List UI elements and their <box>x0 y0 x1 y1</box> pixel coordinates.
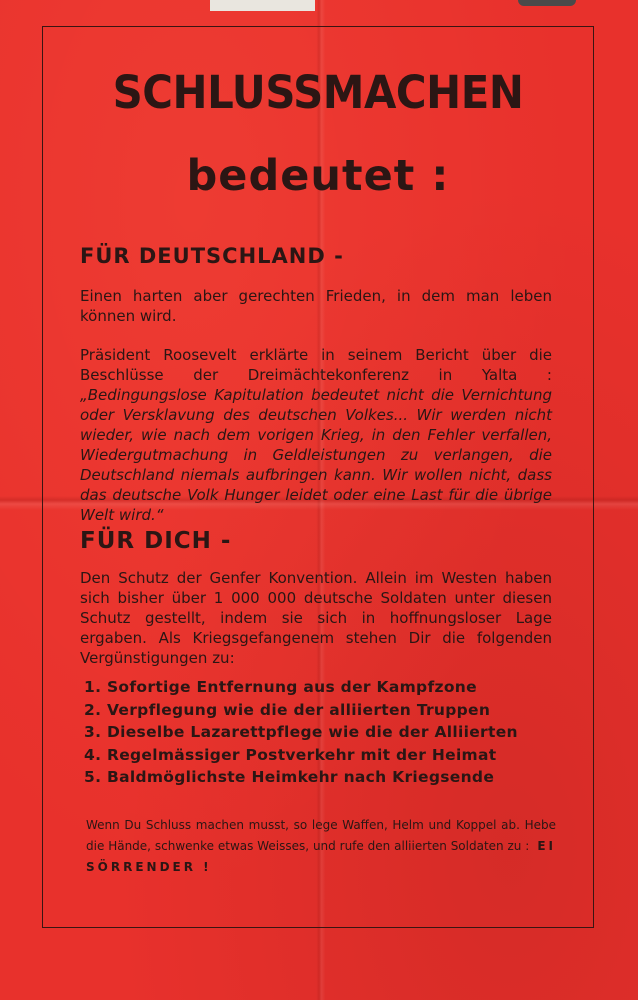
you-text: Den Schutz der Genfer Konvention. Allein im Westen haben sich bisher über 1 000 000 deutsche Soldaten unter diesen Schutz gestellt, indem sie sich in hoffnungsloser Lage ergaben. Als Kriegsgefangenem stehen Dir die folgenden Vergünstigungen zu: <box>80 569 552 667</box>
benefit-item: 2. Verpflegung wie die der alliierten Truppen <box>84 700 491 719</box>
statement-quote: „Bedingungslose Kapitulation bedeutet nicht die Vernichtung oder Versklavung des deutschen Volkes... Wir werden nicht wieder, wie nach dem vorigen Krieg, in den Fehler verfallen, Wiedergutmachung in Geldleistungen zu verlangen, die Deutschland niemals aufbringen kann. Wir wollen nicht, dass das deutsche Volk Hunger leidet oder eine Last für die übrige Welt wird.“ <box>80 386 552 524</box>
torn-edge <box>518 0 576 6</box>
surrender-call: EI SÖRRENDER ! <box>86 839 556 874</box>
closing-instructions <box>86 815 556 878</box>
benefit-item: 4. Regelmässiger Postverkehr mit der Heimat <box>84 745 497 764</box>
statement-lead: Präsident Roosevelt erklärte in seinem Bericht über die Beschlüsse der Dreimächtekonferenz in Yalta : <box>80 346 552 384</box>
benefit-item: 1. Sofortige Entfernung aus der Kampfzone <box>84 678 477 696</box>
benefits-list <box>84 676 554 789</box>
benefit-item: 3. Dieselbe Lazarettpflege wie die der Alliierten <box>84 723 518 741</box>
germany-intro: Einen harten aber gerechten Frieden, in dem man leben können wird. <box>80 287 552 325</box>
leaflet-title: SCHLUSSMACHEN <box>112 66 524 119</box>
heading-germany: FÜR DEUTSCHLAND - <box>80 244 344 268</box>
roosevelt-statement <box>80 345 552 525</box>
benefit-item: 5. Baldmöglichste Heimkehr nach Kriegsende <box>84 768 495 786</box>
closing-text: Wenn Du Schluss machen musst, so lege Waffen, Helm und Koppel ab. Hebe die Hände, schwenke etwas Weisses, und rufe den alliierten Soldaten zu : <box>86 818 556 853</box>
heading-you: FÜR DICH - <box>80 528 232 554</box>
leaflet-subtitle: bedeutet : <box>186 151 450 201</box>
torn-corner <box>210 0 315 11</box>
